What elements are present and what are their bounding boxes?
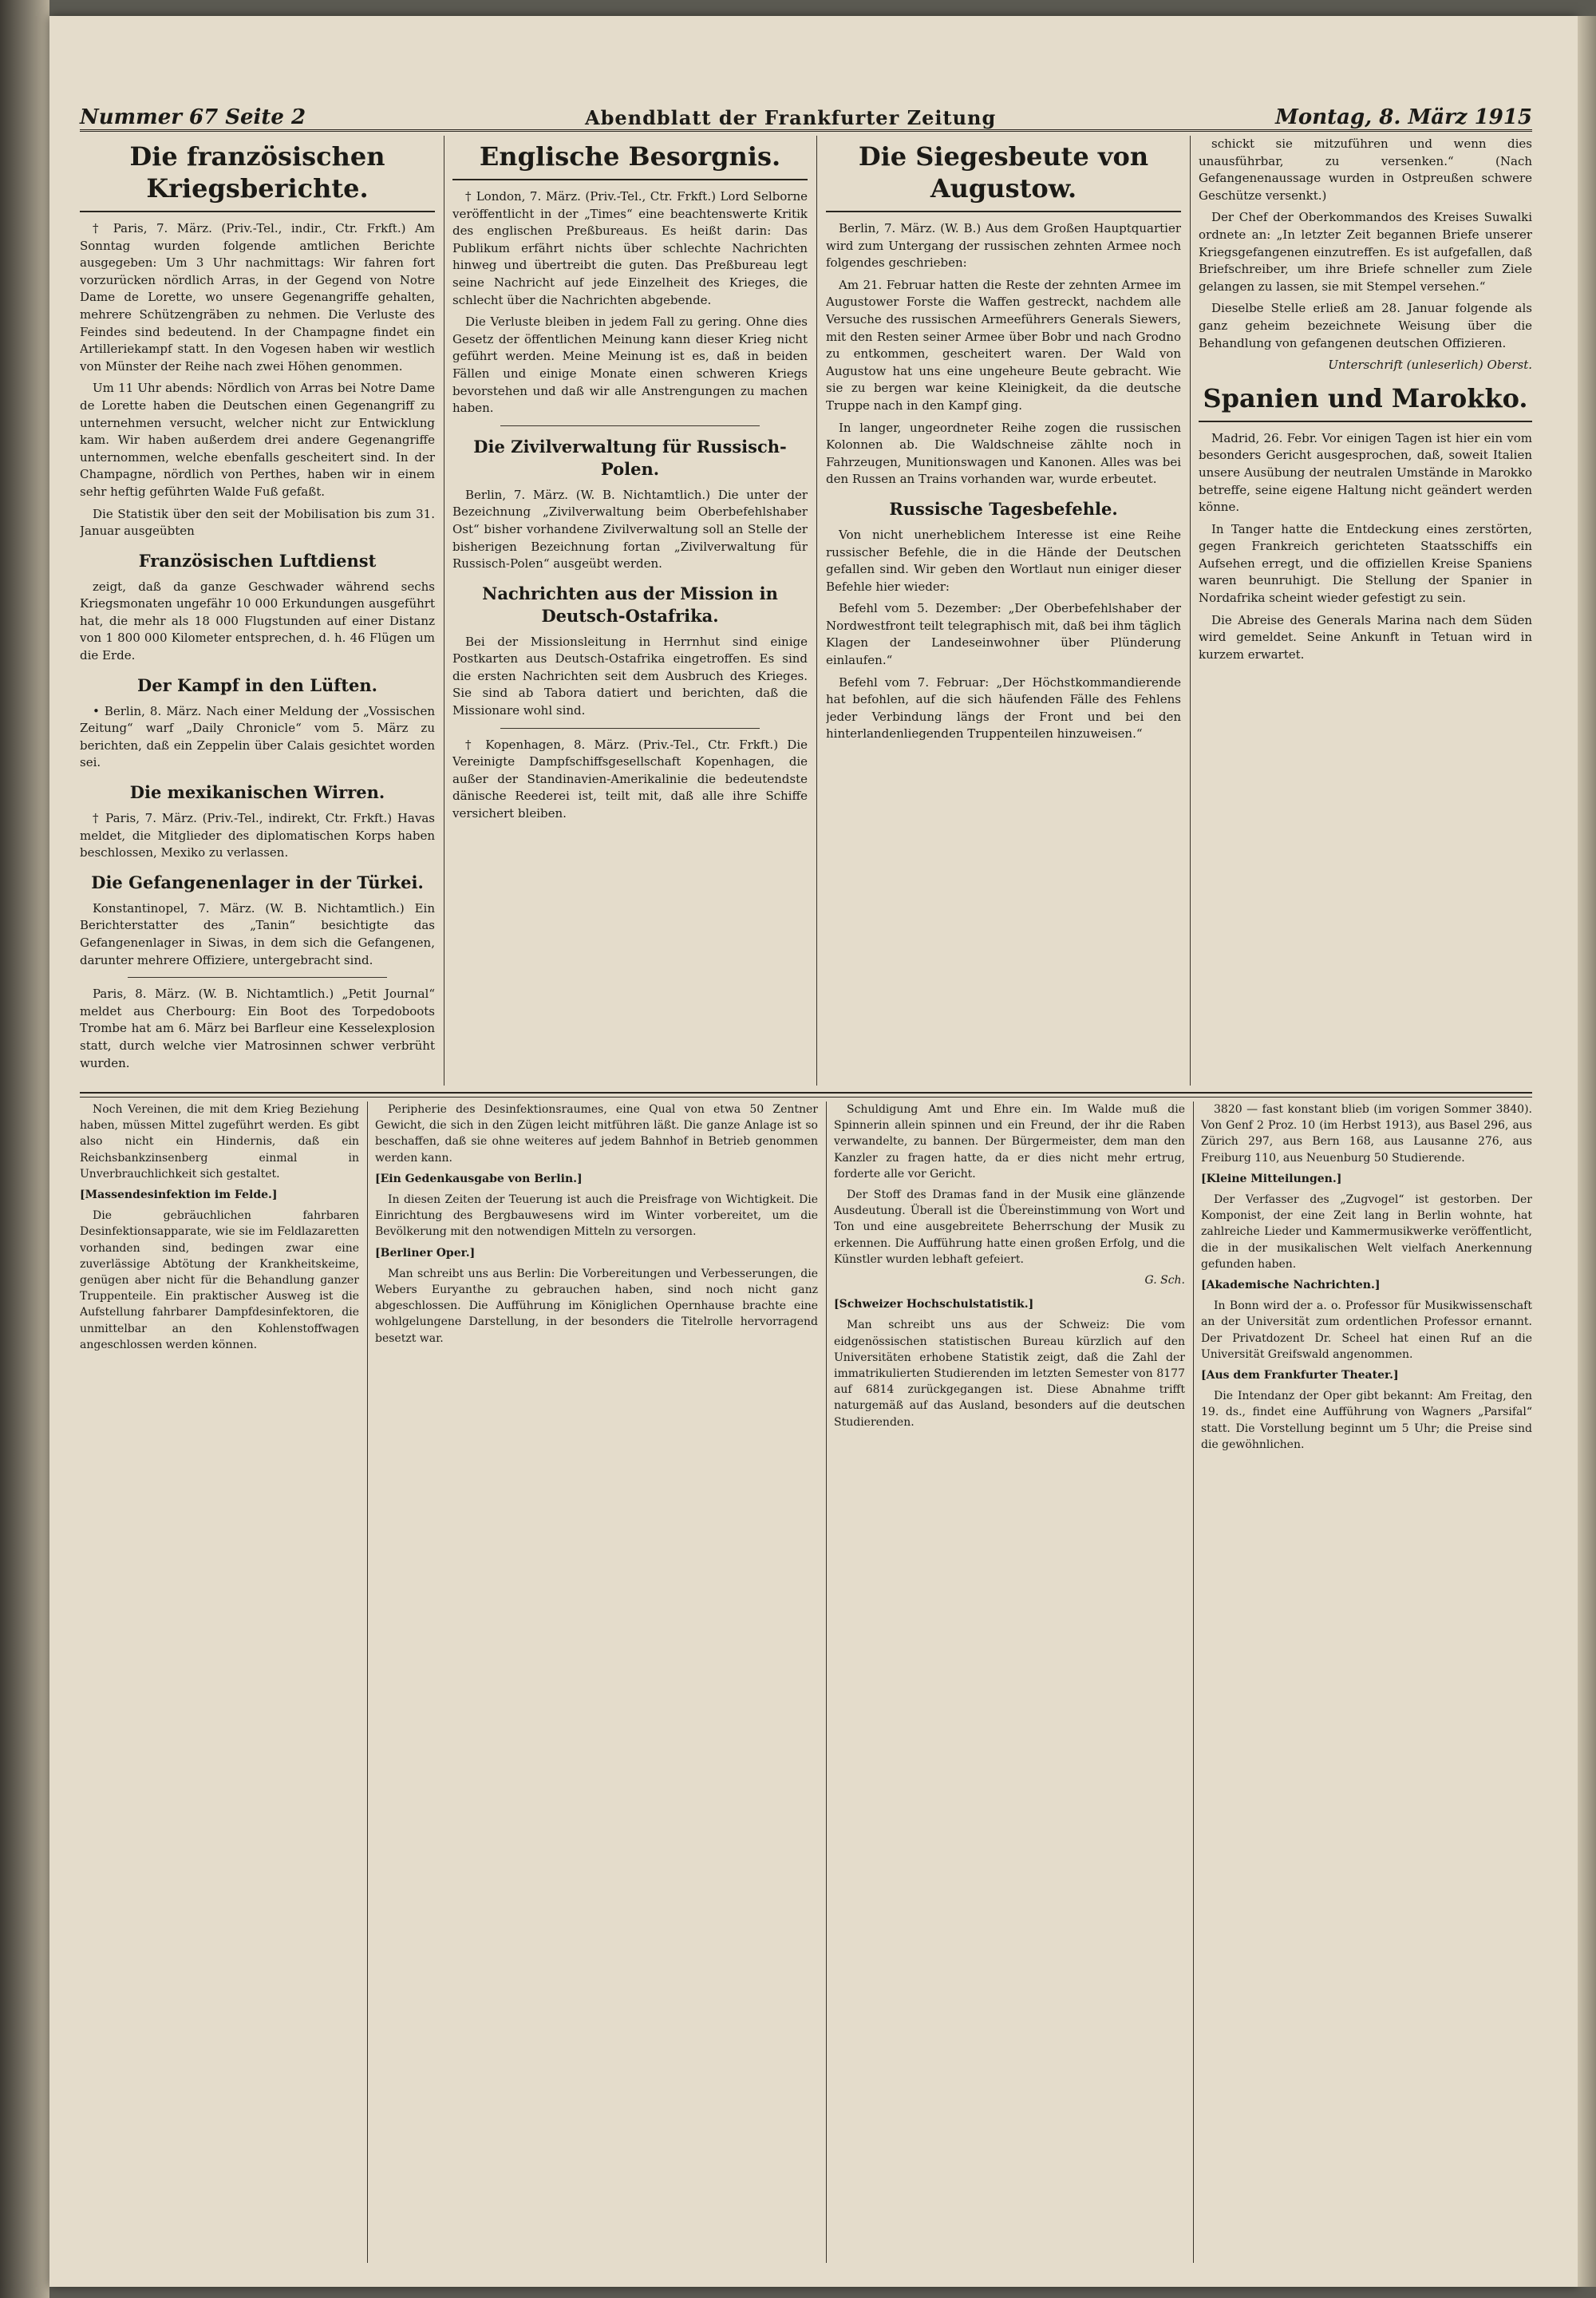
headline-spain-morocco: Spanien und Marokko.	[1199, 382, 1532, 422]
article-paragraph: Bei der Missionsleitung in Herrnhut sind einige Postkarten aus Deutsch-Ostafrika eingetroffen. Es sind die ersten Nachrichten seit dem Ausbruch des Krieges. Sie sind ab Tabora datiert und berichten, daß die Missionare wohl sind.	[452, 634, 808, 718]
column-rule	[1193, 1102, 1194, 2263]
separator	[500, 728, 760, 729]
headline-french-reports: Die französischen Kriegsberichte.	[80, 140, 435, 212]
article-paragraph: Dieselbe Stelle erließ am 28. Januar folgende als ganz geheim bezeichnete Weisung über die Behandlung von gefangenen deutschen Offizieren.	[1199, 301, 1532, 350]
feuilleton-heading: [Massendesinfektion im Felde.]	[80, 1189, 278, 1202]
column-1	[80, 136, 435, 1086]
column-rule	[367, 1102, 368, 2263]
subheadline-civil-admin: Die Zivilverwaltung für Russisch-Polen.	[473, 436, 787, 479]
column-4	[1199, 136, 1532, 1086]
subheadline-prison-camps: Die Gefangenenlager in der Türkei.	[91, 872, 424, 892]
feuilleton-heading: [Berliner Oper.]	[375, 1246, 476, 1260]
article-paragraph: Paris, 8. März. (W. B. Nichtamtlich.) „Petit Journal“ meldet aus Cherbourg: Ein Boot des Torpedoboots Trombe hat am 6. März bei Barfleur eine Kesselexplosion statt, durch welche vier Matrosinnen schwer verbrüht wurden.	[80, 987, 435, 1070]
feuilleton-heading: [Ein Gedenkausgabe von Berlin.]	[375, 1172, 583, 1185]
article-paragraph: Die Statistik über den seit der Mobilisation bis zum 31. Januar ausgeübten	[80, 506, 435, 539]
article-paragraph: † London, 7. März. (Priv.-Tel., Ctr. Frkft.) Lord Selborne veröffentlicht in der „Times“ eine beachtenswerte Kritik des englischen Preßbureaus. Es heißt darin: Das Publikum erfährt nichts über schlechte Nachrichten hinweg und übertreibt die guten. Das Preßbureau legt seine Nachricht auf jede Einzelheit des Krieges, die schlecht über die Nachrichten abgebende.	[452, 189, 808, 307]
feuilleton-heading: [Schweizer Hochschulstatistik.]	[834, 1298, 1034, 1311]
subheadline-russian-orders: Russische Tagesbefehle.	[889, 498, 1118, 519]
feuilleton-column-1	[80, 1102, 359, 2263]
subheadline-air-fight: Der Kampf in den Lüften.	[137, 674, 377, 695]
column-3	[826, 136, 1181, 1086]
feuilleton-heading: [Aus dem Frankfurter Theater.]	[1201, 1369, 1399, 1382]
book-binding	[0, 0, 49, 2298]
feuilleton-paragraph: In Bonn wird der a. o. Professor für Musikwissenschaft an der Universität zum ordentlichen Professor ernannt. Der Privatdozent Dr. Scheel hat einen Ruf an die Universität Greifswald angenommen.	[1201, 1299, 1532, 1361]
feuilleton-paragraph: Noch Vereinen, die mit dem Krieg Beziehung haben, müssen Mittel zugeführt werden. Es gibt also nicht ein Hindernis, daß ein Reichsbankzinsenberg einmal in Unverbrauchlichkeit sich gestaltet.	[80, 1103, 359, 1181]
article-paragraph: Konstantinopel, 7. März. (W. B. Nichtamtlich.) Ein Berichterstatter des „Tanin“ besichtigte das Gefangenenlager in Siwas, in dem sich die Gefangenen, darunter mehrere Offiziere, untergebracht sind.	[80, 900, 435, 967]
article-paragraph: Am 21. Februar hatten die Reste der zehnten Armee im Augustower Forste die Waffen gestreckt, nachdem alle Versuche des russischen Armeeführers Generals Siewers, mit den Resten seiner Armee über Bobr und nach Grodno zu entkommen, gescheitert waren. Der Wald von Augustow hat uns eine ungeheure Beute gebracht. Wie sie zu bergen war keine Kleinigkeit, da die deutsche Truppe nach in den Kampf ging.	[826, 277, 1181, 413]
subheadline-mexico: Die mexikanischen Wirren.	[129, 782, 385, 803]
feuilleton-paragraph: Schuldigung Amt und Ehre ein. Im Walde muß die Spinnerin allein spinnen und ein Freund, der ihr die Raben verwandelte, zu bannen. Der Bürgermeister, dem man den Kanzler zu fragen hatte, da er dies nicht mehr ertrug, forderte alle vor Gericht.	[834, 1103, 1185, 1181]
article-paragraph: † Paris, 7. März. (Priv.-Tel., indirekt, Ctr. Frkft.) Havas meldet, die Mitglieder des diplomatischen Korps haben beschlossen, Mexiko zu verlassen.	[80, 811, 435, 860]
feuilleton-paragraph: Der Stoff des Dramas fand in der Musik eine glänzende Ausdeutung. Überall ist die Übereinstimmung von Wort und Ton und eine ausgebreitete Beherrschung der Musik zu erkennen. Die Aufführung hatte einen großen Erfolg, und die Künstler wurden lebhaft gefeiert.	[834, 1189, 1185, 1266]
feuilleton-paragraph: Man schreibt uns aus Berlin: Die Vorbereitungen und Verbesserungen, die Webers Euryanthe zu gebrauchen haben, sind noch nicht ganz abgeschlossen. Die Aufführung im Königlichen Opernhause brachte eine wohlgelungene Darstellung, in der besonders die Titelrolle hervorragend besetzt war.	[375, 1267, 818, 1345]
subheadline-air-service: Französischen Luftdienst	[138, 550, 377, 571]
article-paragraph: Von nicht unerheblichem Interesse ist eine Reihe russischer Befehle, die in die Hände der Deutschen gefallen sind. Wir geben den Wortlaut nun einiger dieser Befehle hier wieder:	[826, 527, 1181, 594]
article-paragraph: In Tanger hatte die Entdeckung eines zerstörten, gegen Frankreich gerichteten Staatsschiffs ein Aufsehen erregt, und die offiziellen Kreise Spaniens waren beunruhigt. Die Stellung der Spanier in Nordafrika scheint wieder gefestigt zu sein.	[1199, 521, 1532, 606]
column-rule	[816, 136, 817, 1086]
feuilleton-paragraph: Der Verfasser des „Zugvogel“ ist gestorben. Der Komponist, der eine Zeit lang in Berlin wohnte, hat zahlreiche Lieder und Kammermusikwerke veröffentlicht, die in der musikalischen Welt vielfach Anerkennung gefunden haben.	[1201, 1193, 1532, 1271]
headline-augustow: Die Siegesbeute von Augustow.	[826, 140, 1181, 212]
feuilleton-column-3	[834, 1102, 1185, 2263]
column-rule	[1190, 136, 1191, 1086]
feuilleton-column-2	[375, 1102, 818, 2263]
column-rule	[826, 1102, 827, 2263]
column-2	[452, 136, 808, 1086]
feuilleton-paragraph: Die gebräuchlichen fahrbaren Desinfektionsapparate, wie sie im Feldlazaretten vorhanden sind, bedingen zwar eine zuverlässige Abtötung der Krankheitskeime, genügen aber nicht für die Behandlung ganzer Truppenteile. Ein praktischer Ausweg ist die Aufstellung fahrbarer Dampfdesinfektoren, die unmittelbar an den Kohlenstoffwagen angeschlossen werden können.	[80, 1209, 359, 1351]
article-paragraph: Um 11 Uhr abends: Nördlich von Arras bei Notre Dame de Lorette haben die Deutschen einen Gegenangriff zu unternehmen versucht, welcher nicht zur Entwicklung kam. Wir haben außerdem drei andere Gegenangriffe unternommen, welche ebenfalls gescheitert sind. In der Champagne, nördlich von Perthes, haben wir in einem sehr heftig geführten Walde Fuß gefaßt.	[80, 381, 435, 499]
issue-date: Montag, 8. März 1915	[1275, 105, 1532, 129]
feuilleton-paragraph: Peripherie des Desinfektionsraumes, eine Qual von etwa 50 Zentner Gewicht, die sich in den Zügen leicht mitführen läßt. Die ganze Anlage ist so beschaffen, daß sie ohne weiteres auf jedem Bahnhof in Betrieb genommen werden kann.	[375, 1103, 818, 1165]
feuilleton-divider	[80, 1092, 1532, 1098]
headline-english-concern: Englische Besorgnis.	[452, 140, 808, 180]
article-paragraph: • Berlin, 8. März. Nach einer Meldung der „Vossischen Zeitung“ warf „Daily Chronicle“ vom 5. März zu berichten, daß ein Zeppelin über Calais gesichtet worden sei.	[80, 703, 435, 770]
masthead	[80, 96, 1532, 132]
article-paragraph: schickt sie mitzuführen und wenn dies unausführbar, zu versenken.“ (Nach Gefangenenaussage wurden in Ostpreußen schwere Geschütze versenkt.)	[1199, 136, 1532, 203]
separator	[500, 425, 760, 426]
article-paragraph: † Kopenhagen, 8. März. (Priv.-Tel., Ctr. Frkft.) Die Vereinigte Dampfschiffsgesellschaft Kopenhagen, die außer der Standinavien-Amerikalinie die bedeutendste dänische Reederei ist, teilt mit, daß alle ihre Schiffe versichert bleiben.	[452, 737, 808, 821]
feuilleton-paragraph: In diesen Zeiten der Teuerung ist auch die Preisfrage von Wichtigkeit. Die Einrichtung des Bergbauwesens wird im Winter vorbereitet, um die Bevölkerung mit den notwendigen Mitteln zu versorgen.	[375, 1193, 818, 1239]
article-paragraph: Der Chef der Oberkommandos des Kreises Suwalki ordnete an: „In letzter Zeit begannen Briefe unserer Kriegsgefangenen einzutreffen. Es ist aufgefallen, daß Briefschreiber, um ihre Briefe schneller zum Ziele gelangen zu lassen, sie mit Stempel versehen.“	[1199, 210, 1532, 294]
feuilleton-column-4	[1201, 1102, 1532, 2263]
feuilleton-paragraph: Die Intendanz der Oper gibt bekannt: Am Freitag, den 19. ds., findet eine Aufführung von Wagners „Parsifal“ statt. Die Vorstellung beginnt um 5 Uhr; die Preise sind die gewöhnlichen.	[1201, 1390, 1532, 1451]
separator	[128, 977, 387, 978]
feuilleton-paragraph: 3820 — fast konstant blieb (im vorigen Sommer 3840). Von Genf 2 Proz. 10 (im Herbst 1913), aus Basel 296, aus Zürich 297, aus Bern 168, aus Lausanne 276, aus Freiburg 110, aus Neuenburg 50 Studierende.	[1201, 1103, 1532, 1165]
article-paragraph: Befehl vom 5. Dezember: „Der Oberbefehlshaber der Nordwestfront teilt telegraphisch mit, daß bei ihm täglich Klagen der Landeseinwohner über Plünderung einlaufen.“	[826, 601, 1181, 668]
feuilleton-paragraph: Man schreibt uns aus der Schweiz: Die vom eidgenössischen statistischen Bureau kürzlich auf den Universitäten erhobene Statistik zeigt, daß die Zahl der immatrikulierten Studierenden im letzten Semester von 8177 auf 6814 zurückgegangen ist. Diese Abnahme trifft naturgemäß auf das Ausland, besonders auf die deutschen Studierenden.	[834, 1319, 1185, 1429]
page-edge	[1578, 16, 1596, 2287]
subheadline-mission: Nachrichten aus der Mission in Deutsch-Ostafrika.	[482, 583, 778, 626]
article-paragraph: Madrid, 26. Febr. Vor einigen Tagen ist hier ein vom besonders Gericht ausgesprochen, daß, soweit Italien unsere Ausübung der neutralen Umstände in Marokko betreffe, seine eigene Haltung nicht geändert werden könne.	[1199, 430, 1532, 515]
newspaper-title: Abendblatt der Frankfurter Zeitung	[584, 106, 997, 129]
issue-number: Nummer 67 Seite 2	[80, 105, 306, 129]
article-paragraph: Die Verluste bleiben in jedem Fall zu gering. Ohne dies Gesetz der öffentlichen Meinung kann dieser Krieg nicht geführt werden. Meine Meinung ist es, daß in beiden Fällen und einige Monate einen schweren Kriegs bevorstehen und daß wir alle Anstrengungen zu machen haben.	[452, 314, 808, 416]
feuilleton-heading: [Akademische Nachrichten.]	[1201, 1279, 1381, 1292]
article-paragraph: Befehl vom 7. Februar: „Der Höchstkommandierende hat befohlen, auf die sich häufenden Fälle des Fehlens jeder Verbindung längs der Front und bei den hinterlandenliegenden Truppenteilen hinzuweisen.“	[826, 674, 1181, 742]
signature-line: Unterschrift (unleserlich) Oberst.	[1328, 358, 1532, 373]
article-paragraph: zeigt, daß da ganze Geschwader während sechs Kriegsmonaten ungefähr 10 000 Erkundungen ausgeführt hat, die mehr als 18 000 Flugstunden auf einer Distanz von 1 800 000 Kilometer entsprechen, d. h. 46 Flügen um die Erde.	[80, 579, 435, 663]
article-paragraph: Berlin, 7. März. (W. B.) Aus dem Großen Hauptquartier wird zum Untergang der russischen zehnten Armee noch folgendes geschrieben:	[826, 221, 1181, 271]
article-paragraph: Berlin, 7. März. (W. B. Nichtamtlich.) Die unter der Bezeichnung „Zivilverwaltung beim Oberbefehlshaber Ost“ bisher vorhandene Zivilverwaltung soll an Stelle der bisherigen Bezeichnung fortan „Zivilverwaltung für Russisch-Polen“ ausgeübt werden.	[452, 487, 808, 572]
article-paragraph: † Paris, 7. März. (Priv.-Tel., indir., Ctr. Frkft.) Am Sonntag wurden folgende amtlichen Berichte ausgegeben: Um 3 Uhr nachmittags: Wir fahren fort vorzurücken nördlich Arras, in der Gegend von Notre Dame de Lorette, wo unsere Gegenangriffe gehalten, mehrere Schützengräben zu nehmen. Die Verluste des Feindes sind bedeutend. In der Champagne findet ein Artilleriekampf statt. In den Vogesen haben wir westlich von Münster der Reihe nach zwei Höhen genommen.	[80, 221, 435, 374]
article-paragraph: Die Abreise des Generals Marina nach dem Süden wird gemeldet. Seine Ankunft in Tetuan wird in kurzem erwartet.	[1199, 612, 1532, 662]
article-paragraph: In langer, ungeordneter Reihe zogen die russischen Kolonnen ab. Die Waldschneise zählte noch in Fahrzeugen, Munitionswagen und Kanonen. Alles was bei den Russen an Trains vorhanden war, wurde erbeutet.	[826, 420, 1181, 487]
author-signature: G. Sch.	[1144, 1274, 1185, 1287]
feuilleton-heading: [Kleine Mitteilungen.]	[1201, 1172, 1342, 1185]
